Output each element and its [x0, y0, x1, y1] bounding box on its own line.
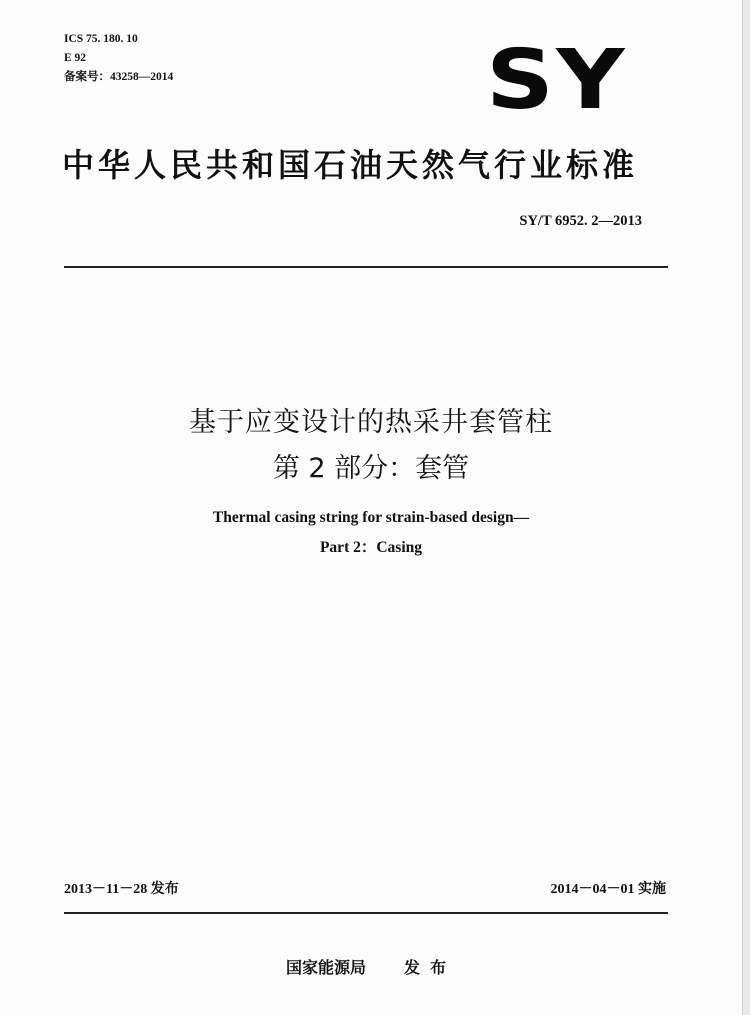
classification-code: E 92 [64, 52, 87, 64]
english-title-line-2: Part 2：Casing [319, 539, 423, 556]
english-title-line-1: Thermal casing string for strain-based design— [212, 509, 530, 526]
top-divider [64, 266, 668, 268]
chinese-title-line-1: 基于应变设计的热采井套管柱 [189, 407, 553, 438]
document-metadata [64, 30, 173, 87]
record-number: 备案号：43258—2014 [64, 71, 174, 83]
publisher-name: 国家能源局 [285, 958, 366, 977]
ics-code: ICS 75. 180. 10 [64, 33, 138, 45]
bottom-divider [64, 912, 668, 914]
publish-action: 发布 [404, 958, 457, 977]
standard-title: 中华人民共和国石油天然气行业标准 [62, 146, 639, 184]
issue-date: 2013－11－28 发布 [64, 882, 179, 897]
sy-logo: SY [486, 33, 627, 128]
chinese-title-line-2: 第 2 部分：套管 [272, 453, 470, 484]
standard-number: SY/T 6952. 2—2013 [519, 213, 642, 229]
implementation-date: 2014－04－01 实施 [550, 882, 666, 897]
publisher-line [0, 955, 742, 978]
